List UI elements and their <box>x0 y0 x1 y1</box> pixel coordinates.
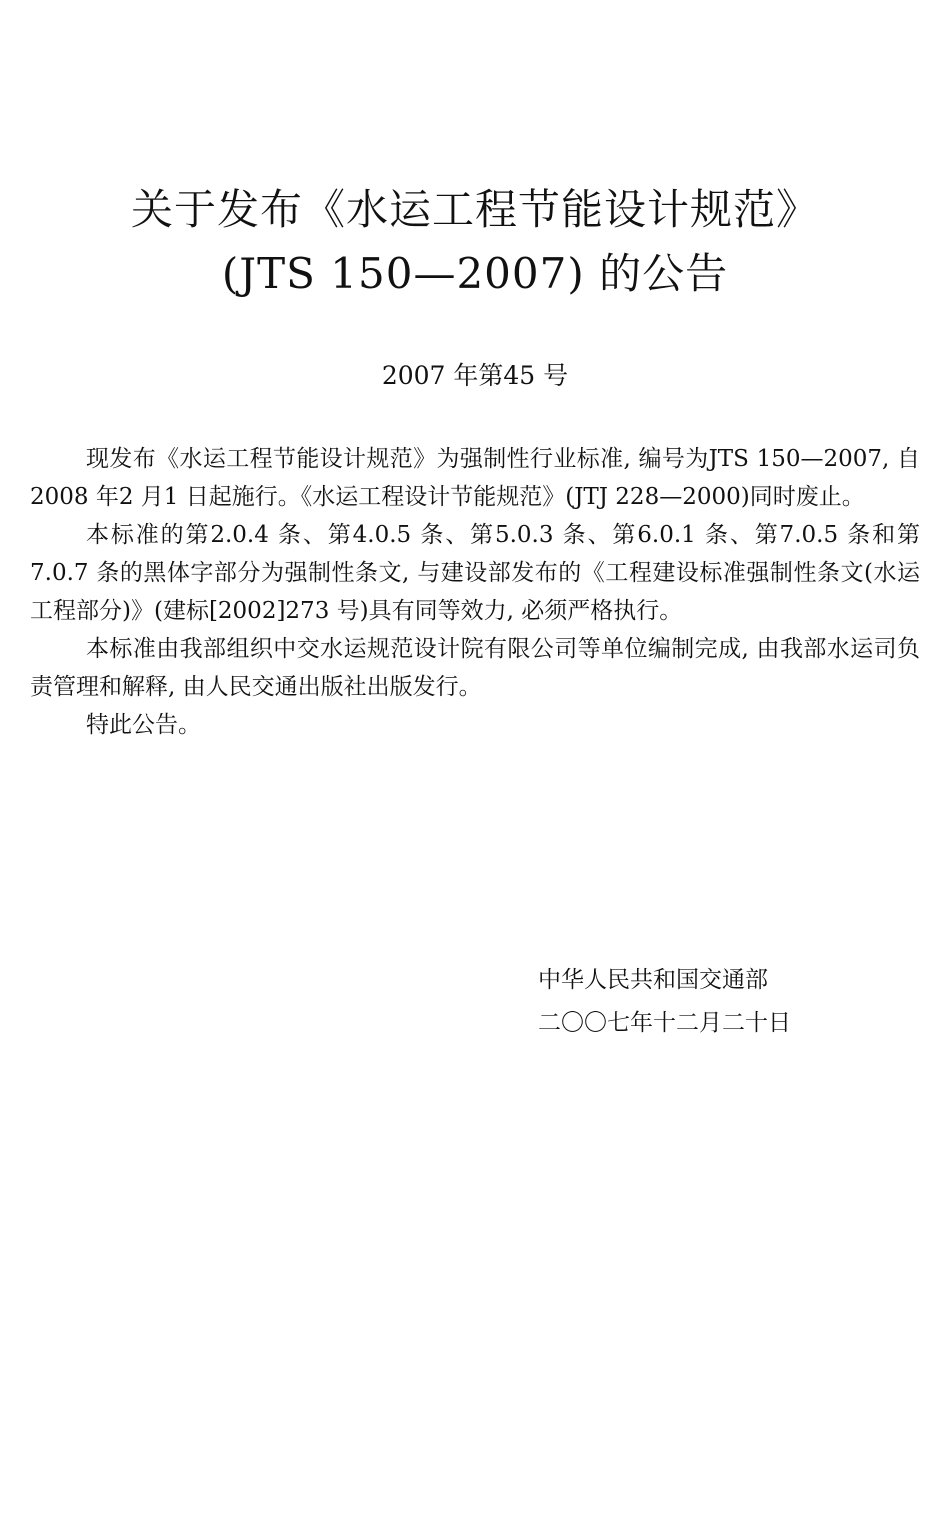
issue-date: 二〇〇七年十二月二十日 <box>538 1010 791 1036</box>
paragraph-closing: 特此公告。 <box>86 712 201 738</box>
notice-title-line1: 关于发布《水运工程节能设计规范》 <box>130 185 819 234</box>
issuing-organization: 中华人民共和国交通部 <box>538 967 768 993</box>
paragraph-management: 本标准由我部组织中交水运规范设计院有限公司等单位编制完成, 由我部水运司负责管理和解释, 由人民交通出版社出版发行。 <box>30 636 920 700</box>
notice-title-line2: (JTS 150—2007) 的公告 <box>221 249 729 298</box>
paragraph-mandatory-clauses: 本标准的第2.0.4 条、第4.0.5 条、第5.0.3 条、第6.0.1 条、第7.0.5 条和第7.0.7 条的黑体字部分为强制性条文, 与建设部发布的《工程建设标准强制性条文(水运工程部分)》(建标[2002]273 号)具有同等效力, 必须严格执行。 <box>30 522 920 624</box>
notice-body <box>30 440 920 744</box>
paragraph-publication: 现发布《水运工程节能设计规范》为强制性行业标准, 编号为JTS 150—2007, 自2008 年2 月1 日起施行。《水运工程设计节能规范》(JTJ 228—2000)同时废止。 <box>30 446 920 510</box>
announcement-number: 2007 年第45 号 <box>381 361 569 390</box>
